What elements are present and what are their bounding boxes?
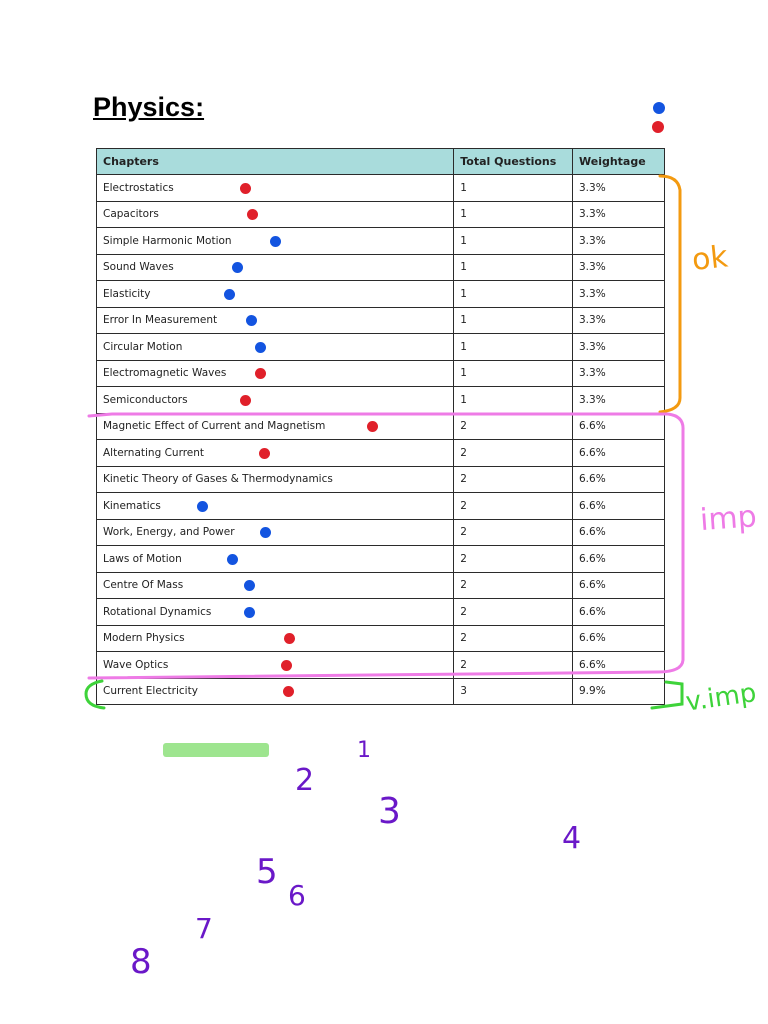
weightage-cell: 3.3%: [573, 175, 665, 202]
weightage-cell: 3.3%: [573, 228, 665, 255]
weightage-cell: 6.6%: [573, 413, 665, 440]
blue-marker-dot: [260, 527, 271, 538]
table-body: [97, 175, 665, 705]
total-questions-cell: 1: [454, 228, 573, 255]
legend-red-dot: [652, 121, 664, 133]
total-questions-cell: 1: [454, 307, 573, 334]
total-questions-cell: 2: [454, 546, 573, 573]
table-row: [97, 413, 665, 440]
table-row: [97, 201, 665, 228]
chapter-cell: [97, 413, 454, 440]
blue-marker-dot: [232, 262, 243, 273]
number-5: 5: [256, 852, 278, 892]
chapter-cell: [97, 307, 454, 334]
chapter-name: Rotational Dynamics: [103, 605, 212, 618]
table-row: [97, 493, 665, 520]
number-7: 7: [195, 912, 213, 945]
weightage-cell: 6.6%: [573, 493, 665, 520]
red-marker-dot: [281, 660, 292, 671]
total-questions-cell: 2: [454, 652, 573, 679]
green-highlight-mark: [163, 743, 269, 757]
header-total-questions: Total Questions: [454, 149, 573, 175]
number-3: 3: [378, 791, 401, 832]
total-questions-cell: 2: [454, 440, 573, 467]
imp-label: imp: [698, 499, 758, 539]
weightage-cell: 3.3%: [573, 334, 665, 361]
weightage-cell: 9.9%: [573, 678, 665, 705]
chapter-cell: [97, 466, 454, 493]
chapter-name: Elasticity: [103, 287, 151, 300]
vimp-label: v.imp: [683, 678, 759, 718]
chapter-cell: [97, 493, 454, 520]
chapter-cell: [97, 281, 454, 308]
chapters-table: [96, 148, 665, 705]
total-questions-cell: 1: [454, 254, 573, 281]
header-chapters: Chapters: [97, 149, 454, 175]
red-marker-dot: [259, 448, 270, 459]
weightage-cell: 6.6%: [573, 519, 665, 546]
total-questions-cell: 2: [454, 493, 573, 520]
number-8: 8: [130, 942, 152, 982]
blue-marker-dot: [244, 607, 255, 618]
total-questions-cell: 2: [454, 413, 573, 440]
page-title: Physics:: [93, 92, 205, 122]
total-questions-cell: 2: [454, 466, 573, 493]
red-marker-dot: [240, 183, 251, 194]
chapter-cell: [97, 546, 454, 573]
red-marker-dot: [247, 209, 258, 220]
chapter-cell: [97, 625, 454, 652]
chapter-cell: [97, 228, 454, 255]
chapter-cell: [97, 572, 454, 599]
chapter-name: Kinematics: [103, 499, 161, 512]
total-questions-cell: 2: [454, 625, 573, 652]
table-row: [97, 281, 665, 308]
weightage-cell: 6.6%: [573, 466, 665, 493]
total-questions-cell: 1: [454, 334, 573, 361]
total-questions-cell: 2: [454, 572, 573, 599]
chapter-cell: [97, 387, 454, 414]
chapter-name: Wave Optics: [103, 658, 169, 671]
total-questions-cell: 3: [454, 678, 573, 705]
blue-marker-dot: [270, 236, 281, 247]
red-marker-dot: [255, 368, 266, 379]
blue-marker-dot: [244, 580, 255, 591]
chapter-cell: [97, 201, 454, 228]
number-2: 2: [295, 763, 315, 798]
chapter-name: Magnetic Effect of Current and Magnetism: [103, 420, 326, 433]
weightage-cell: 3.3%: [573, 281, 665, 308]
chapter-name: Electromagnetic Waves: [103, 367, 227, 380]
table-row: [97, 254, 665, 281]
weightage-cell: 6.6%: [573, 625, 665, 652]
table-row: [97, 228, 665, 255]
table-row: [97, 360, 665, 387]
chapter-name: Modern Physics: [103, 632, 185, 645]
chapter-name: Laws of Motion: [103, 552, 182, 565]
chapter-name: Capacitors: [103, 208, 159, 221]
ok-label: ok: [690, 239, 730, 278]
chapter-cell: [97, 360, 454, 387]
weightage-cell: 3.3%: [573, 254, 665, 281]
table-row: [97, 652, 665, 679]
red-marker-dot: [283, 686, 294, 697]
weightage-cell: 3.3%: [573, 360, 665, 387]
weightage-cell: 3.3%: [573, 201, 665, 228]
red-marker-dot: [240, 395, 251, 406]
table-row: [97, 546, 665, 573]
chapter-name: Error In Measurement: [103, 314, 218, 327]
weightage-cell: 6.6%: [573, 599, 665, 626]
header-weightage: Weightage: [573, 149, 665, 175]
weightage-cell: 3.3%: [573, 307, 665, 334]
chapter-cell: [97, 599, 454, 626]
chapter-cell: [97, 652, 454, 679]
table-row: [97, 466, 665, 493]
chapter-name: Kinetic Theory of Gases & Thermodynamics: [103, 473, 333, 486]
blue-marker-dot: [224, 289, 235, 300]
legend-blue-dot: [653, 102, 665, 114]
table-row: [97, 387, 665, 414]
total-questions-cell: 1: [454, 281, 573, 308]
blue-marker-dot: [197, 501, 208, 512]
table-row: [97, 678, 665, 705]
chapter-name: Current Electricity: [103, 685, 198, 698]
total-questions-cell: 1: [454, 175, 573, 202]
table-row: [97, 519, 665, 546]
chapter-cell: [97, 175, 454, 202]
chapter-name: Work, Energy, and Power: [103, 526, 235, 539]
red-marker-dot: [284, 633, 295, 644]
weightage-cell: 3.3%: [573, 387, 665, 414]
number-6: 6: [288, 879, 306, 912]
chapter-cell: [97, 678, 454, 705]
number-1: 1: [357, 738, 371, 763]
chapter-name: Electrostatics: [103, 181, 174, 194]
chapter-name: Centre Of Mass: [103, 579, 184, 592]
chapter-name: Circular Motion: [103, 340, 183, 353]
table-row: [97, 572, 665, 599]
number-4: 4: [562, 821, 582, 856]
blue-marker-dot: [255, 342, 266, 353]
chapter-name: Alternating Current: [103, 446, 205, 459]
total-questions-cell: 2: [454, 599, 573, 626]
weightage-cell: 6.6%: [573, 652, 665, 679]
total-questions-cell: 1: [454, 201, 573, 228]
chapter-cell: [97, 440, 454, 467]
total-questions-cell: 1: [454, 360, 573, 387]
table-row: [97, 307, 665, 334]
table-row: [97, 175, 665, 202]
chapter-cell: [97, 334, 454, 361]
table-row: [97, 334, 665, 361]
table-row: [97, 440, 665, 467]
chapter-name: Sound Waves: [103, 261, 174, 274]
chapter-name: Semiconductors: [103, 393, 188, 406]
table-header-row: [97, 149, 665, 175]
total-questions-cell: 1: [454, 387, 573, 414]
chapter-cell: [97, 254, 454, 281]
chapter-cell: [97, 519, 454, 546]
weightage-cell: 6.6%: [573, 440, 665, 467]
blue-marker-dot: [246, 315, 257, 326]
weightage-cell: 6.6%: [573, 546, 665, 573]
chapter-name: Simple Harmonic Motion: [103, 234, 232, 247]
table-row: [97, 599, 665, 626]
red-marker-dot: [367, 421, 378, 432]
total-questions-cell: 2: [454, 519, 573, 546]
weightage-cell: 6.6%: [573, 572, 665, 599]
table-row: [97, 625, 665, 652]
blue-marker-dot: [227, 554, 238, 565]
